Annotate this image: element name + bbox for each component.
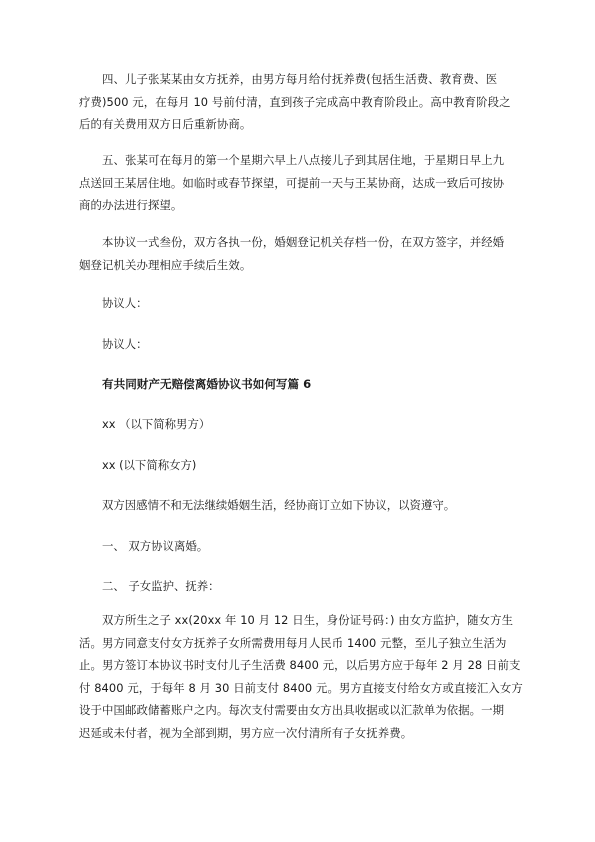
- text-line: 后的有关费用双方日后重新协商。: [79, 117, 252, 132]
- text-line: 止。男方签订本协议书时支付儿子生活费 8400 元，以后男方应于每年 2 月 28 日前支: [79, 658, 521, 673]
- text-line: 活。男方同意支付女方抚养子女所需费用每月人民币 1400 元整，至儿子独立生活为: [79, 635, 507, 650]
- signatory-line: 协议人：: [102, 296, 148, 310]
- text-line: 四、儿子张某某由女方抚养，由男方每月给付抚养费(包括生活费、教育费、医: [102, 72, 498, 86]
- text-line: 五、张某可在每月的第一个星期六早上八点接儿子到其居住地，于星期日早上九: [102, 153, 505, 167]
- text-line: 本协议一式叁份，双方各执一份，婚姻登记机关存档一份，在双方签字，并经婚: [102, 235, 505, 249]
- intro-sentence: 双方因感情不和无法继续婚姻生活，经协商订立如下协议，以资遵守。: [102, 498, 456, 512]
- text-line: 迟延或未付者，视为全部到期，男方应一次付清所有子女抚养费。: [79, 725, 413, 740]
- text-line: 设于中国邮政储蓄账户之内。每次支付需要由女方出具收据或以汇款单为依据。一期: [79, 703, 505, 718]
- section-title: 有共同财产无赔偿离婚协议书如何写篇 6: [102, 377, 312, 391]
- paragraph-visitation: [79, 149, 522, 217]
- text-line: 姻登记机关办理相应手续后生效。: [79, 257, 252, 272]
- text-line: 疗费)500 元，在每月 10 号前付清，直到孩子完成高中教育阶段止。高中教育阶段之: [79, 94, 511, 109]
- party-man: xx （以下简称男方）: [102, 417, 211, 431]
- text-line: 付 8400 元，于每年 8 月 30 日前支付 8400 元。男方直接支付给女方或直接汇入女方: [79, 680, 523, 695]
- text-line: 商的办法进行探望。: [79, 198, 183, 213]
- paragraph-child-support: [79, 68, 522, 136]
- text-line: 双方所生之子 xx(20xx 年 10 月 12 日生，身份证号码：) 由女方监护，随女方生: [102, 613, 514, 627]
- signatory-line: 协议人：: [102, 337, 148, 351]
- text-line: 点送回王某居住地。如临时或春节探望，可提前一天与王某协商，达成一致后可按协: [79, 175, 505, 190]
- item-divorce: 一、 双方协议离婚。: [102, 539, 209, 553]
- paragraph-child-custody: [79, 609, 523, 745]
- paragraph-copies: [79, 231, 522, 276]
- party-woman: xx (以下简称女方): [102, 458, 197, 472]
- item-custody: 二、 子女监护、抚养：: [102, 579, 220, 593]
